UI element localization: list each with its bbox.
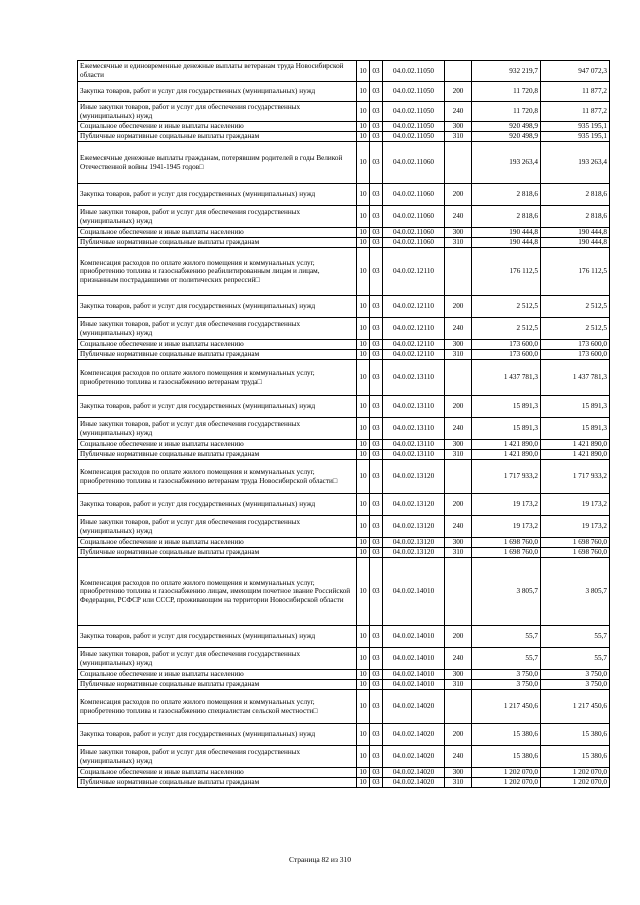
table-row (78, 680, 610, 690)
row-amount-year1-cell: 55,7 (472, 648, 541, 670)
row-name-cell: Компенсация расходов по оплате жилого помещения и коммунальных услуг, приобретению топлива и газоснабжению ветеранам труда Новосибирской области□ (78, 460, 357, 494)
row-amount-year2-cell: 1 437 781,3 (541, 360, 610, 396)
row-name-cell: Публичные нормативные социальные выплаты гражданам (78, 350, 357, 360)
row-amount-year2-cell: 15 891,3 (541, 396, 610, 418)
row-section-cell: 10 (357, 558, 370, 626)
row-amount-year2-cell: 2 818,6 (541, 206, 610, 228)
row-target-article-cell: 04.0.02.11060 (383, 184, 445, 206)
table-row (78, 142, 610, 184)
table-row (78, 538, 610, 548)
row-section-cell: 10 (357, 768, 370, 778)
table-row (78, 132, 610, 142)
table-row (78, 61, 610, 82)
table-row (78, 248, 610, 296)
row-subsection-cell: 03 (370, 248, 383, 296)
row-amount-year2-cell: 1 717 933,2 (541, 460, 610, 494)
table-row (78, 690, 610, 724)
row-subsection-cell: 03 (370, 440, 383, 450)
row-expense-type-cell: 200 (445, 494, 472, 516)
row-target-article-cell: 04.0.02.14020 (383, 768, 445, 778)
row-expense-type-cell: 200 (445, 626, 472, 648)
row-section-cell: 10 (357, 516, 370, 538)
row-target-article-cell: 04.0.02.13120 (383, 516, 445, 538)
row-name-cell: Иные закупки товаров, работ и услуг для обеспечения государственных (муниципальных) нужд (78, 648, 357, 670)
row-amount-year1-cell: 190 444,8 (472, 228, 541, 238)
row-expense-type-cell: 200 (445, 724, 472, 746)
row-section-cell: 10 (357, 238, 370, 248)
row-section-cell: 10 (357, 248, 370, 296)
row-target-article-cell: 04.0.02.13120 (383, 460, 445, 494)
row-name-cell: Закупка товаров, работ и услуг для государственных (муниципальных) нужд (78, 724, 357, 746)
row-name-cell: Компенсация расходов по оплате жилого помещения и коммунальных услуг, приобретению топлива и газоснабжению специалистам сельской местности□ (78, 690, 357, 724)
row-subsection-cell: 03 (370, 350, 383, 360)
row-subsection-cell: 03 (370, 450, 383, 460)
row-target-article-cell: 04.0.02.12110 (383, 318, 445, 340)
row-target-article-cell: 04.0.02.14020 (383, 690, 445, 724)
row-name-cell: Социальное обеспечение и иные выплаты населению (78, 670, 357, 680)
row-name-cell: Социальное обеспечение и иные выплаты населению (78, 122, 357, 132)
row-amount-year2-cell: 1 421 890,0 (541, 450, 610, 460)
row-amount-year2-cell: 1 202 070,0 (541, 768, 610, 778)
row-subsection-cell: 03 (370, 746, 383, 768)
row-section-cell: 10 (357, 360, 370, 396)
table-row (78, 350, 610, 360)
row-subsection-cell: 03 (370, 516, 383, 538)
row-expense-type-cell: 240 (445, 206, 472, 228)
row-expense-type-cell (445, 690, 472, 724)
row-amount-year1-cell: 1 698 760,0 (472, 548, 541, 558)
row-amount-year2-cell: 1 698 760,0 (541, 548, 610, 558)
row-expense-type-cell (445, 460, 472, 494)
row-expense-type-cell: 310 (445, 778, 472, 788)
row-amount-year2-cell: 935 195,1 (541, 122, 610, 132)
row-section-cell: 10 (357, 418, 370, 440)
table-row (78, 82, 610, 102)
row-amount-year1-cell: 932 219,7 (472, 61, 541, 82)
row-section-cell: 10 (357, 538, 370, 548)
row-amount-year1-cell: 2 818,6 (472, 184, 541, 206)
row-target-article-cell: 04.0.02.13110 (383, 396, 445, 418)
row-amount-year1-cell: 15 380,6 (472, 724, 541, 746)
row-name-cell: Социальное обеспечение и иные выплаты населению (78, 538, 357, 548)
row-target-article-cell: 04.0.02.11060 (383, 228, 445, 238)
row-target-article-cell: 04.0.02.11060 (383, 206, 445, 228)
row-target-article-cell: 04.0.02.11060 (383, 238, 445, 248)
table-row (78, 450, 610, 460)
row-name-cell: Закупка товаров, работ и услуг для государственных (муниципальных) нужд (78, 184, 357, 206)
row-amount-year2-cell: 935 195,1 (541, 132, 610, 142)
row-target-article-cell: 04.0.02.13120 (383, 548, 445, 558)
row-subsection-cell: 03 (370, 238, 383, 248)
row-amount-year2-cell: 2 512,5 (541, 318, 610, 340)
row-name-cell: Компенсация расходов по оплате жилого помещения и коммунальных услуг, приобретению топлива и газоснабжению реабилитированным лицам и лицам, признанным пострадавшими от политических репрессий□ (78, 248, 357, 296)
row-expense-type-cell: 300 (445, 440, 472, 450)
row-section-cell: 10 (357, 648, 370, 670)
table-row (78, 296, 610, 318)
row-name-cell: Иные закупки товаров, работ и услуг для обеспечения государственных (муниципальных) нужд (78, 318, 357, 340)
row-amount-year2-cell: 2 512,5 (541, 296, 610, 318)
row-name-cell: Социальное обеспечение и иные выплаты населению (78, 340, 357, 350)
row-expense-type-cell: 240 (445, 318, 472, 340)
row-amount-year1-cell: 1 698 760,0 (472, 538, 541, 548)
row-name-cell: Публичные нормативные социальные выплаты гражданам (78, 132, 357, 142)
row-section-cell: 10 (357, 724, 370, 746)
table-row (78, 238, 610, 248)
row-target-article-cell: 04.0.02.14010 (383, 670, 445, 680)
budget-table-body (78, 61, 610, 788)
row-name-cell: Иные закупки товаров, работ и услуг для обеспечения государственных (муниципальных) нужд (78, 418, 357, 440)
row-amount-year1-cell: 1 202 070,0 (472, 778, 541, 788)
row-subsection-cell: 03 (370, 494, 383, 516)
row-expense-type-cell: 200 (445, 296, 472, 318)
row-name-cell: Социальное обеспечение и иные выплаты населению (78, 768, 357, 778)
row-subsection-cell: 03 (370, 626, 383, 648)
table-row (78, 228, 610, 238)
row-amount-year1-cell: 173 600,0 (472, 350, 541, 360)
row-expense-type-cell: 300 (445, 670, 472, 680)
row-name-cell: Социальное обеспечение и иные выплаты населению (78, 440, 357, 450)
table-row (78, 360, 610, 396)
row-section-cell: 10 (357, 778, 370, 788)
row-amount-year2-cell: 2 818,6 (541, 184, 610, 206)
row-expense-type-cell: 310 (445, 238, 472, 248)
row-subsection-cell: 03 (370, 418, 383, 440)
row-expense-type-cell: 200 (445, 396, 472, 418)
table-row (78, 778, 610, 788)
row-name-cell: Иные закупки товаров, работ и услуг для обеспечения государственных (муниципальных) нужд (78, 102, 357, 122)
row-expense-type-cell: 310 (445, 680, 472, 690)
row-section-cell: 10 (357, 122, 370, 132)
row-amount-year2-cell: 1 217 450,6 (541, 690, 610, 724)
row-amount-year1-cell: 193 263,4 (472, 142, 541, 184)
table-row (78, 340, 610, 350)
row-subsection-cell: 03 (370, 318, 383, 340)
row-section-cell: 10 (357, 350, 370, 360)
row-expense-type-cell: 300 (445, 768, 472, 778)
document-page (77, 60, 609, 788)
row-amount-year1-cell: 11 720,8 (472, 102, 541, 122)
row-target-article-cell: 04.0.02.12110 (383, 296, 445, 318)
row-expense-type-cell: 300 (445, 538, 472, 548)
row-amount-year2-cell: 11 877,2 (541, 82, 610, 102)
row-subsection-cell: 03 (370, 184, 383, 206)
row-section-cell: 10 (357, 670, 370, 680)
row-expense-type-cell (445, 558, 472, 626)
row-subsection-cell: 03 (370, 82, 383, 102)
row-name-cell: Публичные нормативные социальные выплаты гражданам (78, 450, 357, 460)
row-expense-type-cell: 300 (445, 340, 472, 350)
row-section-cell: 10 (357, 228, 370, 238)
row-section-cell: 10 (357, 626, 370, 648)
row-subsection-cell: 03 (370, 296, 383, 318)
row-amount-year1-cell: 176 112,5 (472, 248, 541, 296)
table-row (78, 494, 610, 516)
row-target-article-cell: 04.0.02.14010 (383, 680, 445, 690)
table-row (78, 626, 610, 648)
row-subsection-cell: 03 (370, 132, 383, 142)
row-expense-type-cell: 240 (445, 648, 472, 670)
row-amount-year2-cell: 19 173,2 (541, 494, 610, 516)
row-section-cell: 10 (357, 206, 370, 228)
row-amount-year1-cell: 15 891,3 (472, 418, 541, 440)
row-subsection-cell: 03 (370, 228, 383, 238)
row-target-article-cell: 04.0.02.13110 (383, 450, 445, 460)
row-subsection-cell: 03 (370, 460, 383, 494)
row-amount-year1-cell: 920 498,9 (472, 132, 541, 142)
row-amount-year1-cell: 3 805,7 (472, 558, 541, 626)
row-name-cell: Ежемесячные и единовременные денежные выплаты ветеранам труда Новосибирской области (78, 61, 357, 82)
row-amount-year1-cell: 2 818,6 (472, 206, 541, 228)
row-section-cell: 10 (357, 690, 370, 724)
row-expense-type-cell: 240 (445, 516, 472, 538)
row-amount-year2-cell: 190 444,8 (541, 228, 610, 238)
row-amount-year2-cell: 19 173,2 (541, 516, 610, 538)
row-subsection-cell: 03 (370, 548, 383, 558)
table-row (78, 460, 610, 494)
table-row (78, 670, 610, 680)
row-target-article-cell: 04.0.02.11060 (383, 142, 445, 184)
row-subsection-cell: 03 (370, 61, 383, 82)
row-amount-year2-cell: 55,7 (541, 648, 610, 670)
row-name-cell: Закупка товаров, работ и услуг для государственных (муниципальных) нужд (78, 626, 357, 648)
row-amount-year1-cell: 55,7 (472, 626, 541, 648)
row-name-cell: Иные закупки товаров, работ и услуг для обеспечения государственных (муниципальных) нужд (78, 746, 357, 768)
table-row (78, 206, 610, 228)
row-expense-type-cell (445, 142, 472, 184)
table-row (78, 648, 610, 670)
row-target-article-cell: 04.0.02.12110 (383, 350, 445, 360)
table-row (78, 102, 610, 122)
row-subsection-cell: 03 (370, 768, 383, 778)
row-section-cell: 10 (357, 132, 370, 142)
row-target-article-cell: 04.0.02.11050 (383, 122, 445, 132)
row-section-cell: 10 (357, 318, 370, 340)
row-expense-type-cell: 300 (445, 122, 472, 132)
row-amount-year2-cell: 15 380,6 (541, 746, 610, 768)
row-target-article-cell: 04.0.02.14020 (383, 746, 445, 768)
row-subsection-cell: 03 (370, 122, 383, 132)
row-amount-year2-cell: 1 698 760,0 (541, 538, 610, 548)
row-subsection-cell: 03 (370, 778, 383, 788)
row-amount-year2-cell: 190 444,8 (541, 238, 610, 248)
row-amount-year1-cell: 2 512,5 (472, 318, 541, 340)
row-name-cell: Иные закупки товаров, работ и услуг для обеспечения государственных (муниципальных) нужд (78, 206, 357, 228)
row-target-article-cell: 04.0.02.11050 (383, 102, 445, 122)
row-name-cell: Закупка товаров, работ и услуг для государственных (муниципальных) нужд (78, 296, 357, 318)
row-amount-year2-cell: 1 202 070,0 (541, 778, 610, 788)
row-name-cell: Публичные нормативные социальные выплаты гражданам (78, 680, 357, 690)
row-section-cell: 10 (357, 460, 370, 494)
row-amount-year1-cell: 2 512,5 (472, 296, 541, 318)
row-name-cell: Закупка товаров, работ и услуг для государственных (муниципальных) нужд (78, 396, 357, 418)
row-amount-year1-cell: 1 421 890,0 (472, 440, 541, 450)
row-amount-year2-cell: 15 891,3 (541, 418, 610, 440)
row-expense-type-cell: 310 (445, 548, 472, 558)
row-expense-type-cell: 200 (445, 184, 472, 206)
row-section-cell: 10 (357, 450, 370, 460)
table-row (78, 318, 610, 340)
row-target-article-cell: 04.0.02.14010 (383, 648, 445, 670)
row-target-article-cell: 04.0.02.13120 (383, 494, 445, 516)
table-row (78, 724, 610, 746)
row-amount-year1-cell: 1 421 890,0 (472, 450, 541, 460)
table-row (78, 184, 610, 206)
row-amount-year1-cell: 3 750,0 (472, 680, 541, 690)
row-section-cell: 10 (357, 296, 370, 318)
row-target-article-cell: 04.0.02.11050 (383, 82, 445, 102)
row-amount-year2-cell: 11 877,2 (541, 102, 610, 122)
table-row (78, 558, 610, 626)
table-row (78, 122, 610, 132)
row-amount-year1-cell: 190 444,8 (472, 238, 541, 248)
row-amount-year1-cell: 1 437 781,3 (472, 360, 541, 396)
row-section-cell: 10 (357, 548, 370, 558)
row-amount-year2-cell: 193 263,4 (541, 142, 610, 184)
row-section-cell: 10 (357, 396, 370, 418)
row-name-cell: Иные закупки товаров, работ и услуг для обеспечения государственных (муниципальных) нужд (78, 516, 357, 538)
row-target-article-cell: 04.0.02.11050 (383, 132, 445, 142)
row-expense-type-cell (445, 360, 472, 396)
row-section-cell: 10 (357, 102, 370, 122)
table-row (78, 768, 610, 778)
row-expense-type-cell: 240 (445, 746, 472, 768)
table-row (78, 396, 610, 418)
row-name-cell: Закупка товаров, работ и услуг для государственных (муниципальных) нужд (78, 82, 357, 102)
row-section-cell: 10 (357, 184, 370, 206)
row-target-article-cell: 04.0.02.13110 (383, 360, 445, 396)
row-amount-year1-cell: 15 891,3 (472, 396, 541, 418)
row-subsection-cell: 03 (370, 340, 383, 350)
row-section-cell: 10 (357, 494, 370, 516)
row-amount-year2-cell: 55,7 (541, 626, 610, 648)
table-row (78, 440, 610, 450)
row-amount-year2-cell: 3 805,7 (541, 558, 610, 626)
row-target-article-cell: 04.0.02.14020 (383, 778, 445, 788)
row-expense-type-cell: 310 (445, 132, 472, 142)
row-section-cell: 10 (357, 440, 370, 450)
row-expense-type-cell: 240 (445, 418, 472, 440)
row-amount-year1-cell: 173 600,0 (472, 340, 541, 350)
row-amount-year2-cell: 947 072,3 (541, 61, 610, 82)
row-amount-year2-cell: 15 380,6 (541, 724, 610, 746)
row-target-article-cell: 04.0.02.12110 (383, 248, 445, 296)
row-expense-type-cell: 240 (445, 102, 472, 122)
table-row (78, 746, 610, 768)
row-subsection-cell: 03 (370, 680, 383, 690)
row-amount-year1-cell: 15 380,6 (472, 746, 541, 768)
row-amount-year1-cell: 920 498,9 (472, 122, 541, 132)
row-name-cell: Социальное обеспечение и иные выплаты населению (78, 228, 357, 238)
row-name-cell: Компенсация расходов по оплате жилого помещения и коммунальных услуг, приобретению топлива и газоснабжению лицам, имеющим почетное звание Российской Федерации, РСФСР или СССР, проживающим на территории Новосибирской области (78, 558, 357, 626)
row-amount-year2-cell: 1 421 890,0 (541, 440, 610, 450)
row-expense-type-cell: 300 (445, 228, 472, 238)
row-subsection-cell: 03 (370, 648, 383, 670)
table-row (78, 548, 610, 558)
row-name-cell: Ежемесячные денежные выплаты гражданам, потерявшим родителей в годы Великой Отечественной войны 1941-1945 годов□ (78, 142, 357, 184)
row-expense-type-cell (445, 248, 472, 296)
budget-table (77, 60, 610, 788)
row-subsection-cell: 03 (370, 142, 383, 184)
row-name-cell: Публичные нормативные социальные выплаты гражданам (78, 778, 357, 788)
row-subsection-cell: 03 (370, 538, 383, 548)
row-target-article-cell: 04.0.02.13110 (383, 418, 445, 440)
row-amount-year1-cell: 1 202 070,0 (472, 768, 541, 778)
row-target-article-cell: 04.0.02.13120 (383, 538, 445, 548)
row-subsection-cell: 03 (370, 206, 383, 228)
row-name-cell: Публичные нормативные социальные выплаты гражданам (78, 238, 357, 248)
row-subsection-cell: 03 (370, 396, 383, 418)
row-amount-year1-cell: 1 717 933,2 (472, 460, 541, 494)
row-section-cell: 10 (357, 82, 370, 102)
row-target-article-cell: 04.0.02.14020 (383, 724, 445, 746)
row-subsection-cell: 03 (370, 102, 383, 122)
row-expense-type-cell: 200 (445, 82, 472, 102)
row-amount-year2-cell: 176 112,5 (541, 248, 610, 296)
row-target-article-cell: 04.0.02.12110 (383, 340, 445, 350)
row-expense-type-cell (445, 61, 472, 82)
row-subsection-cell: 03 (370, 558, 383, 626)
row-amount-year1-cell: 19 173,2 (472, 516, 541, 538)
row-expense-type-cell: 310 (445, 350, 472, 360)
table-row (78, 418, 610, 440)
row-target-article-cell: 04.0.02.14010 (383, 626, 445, 648)
table-row (78, 516, 610, 538)
row-amount-year2-cell: 173 600,0 (541, 350, 610, 360)
row-name-cell: Публичные нормативные социальные выплаты гражданам (78, 548, 357, 558)
row-section-cell: 10 (357, 680, 370, 690)
row-amount-year2-cell: 3 750,0 (541, 680, 610, 690)
page-footer: Страница 82 из 310 (288, 855, 352, 864)
row-target-article-cell: 04.0.02.14010 (383, 558, 445, 626)
row-name-cell: Компенсация расходов по оплате жилого помещения и коммунальных услуг, приобретению топлива и газоснабжению ветеранам труда□ (78, 360, 357, 396)
row-subsection-cell: 03 (370, 724, 383, 746)
row-subsection-cell: 03 (370, 360, 383, 396)
row-target-article-cell: 04.0.02.11050 (383, 61, 445, 82)
row-amount-year2-cell: 173 600,0 (541, 340, 610, 350)
row-amount-year1-cell: 3 750,0 (472, 670, 541, 680)
row-amount-year2-cell: 3 750,0 (541, 670, 610, 680)
row-section-cell: 10 (357, 142, 370, 184)
row-section-cell: 10 (357, 746, 370, 768)
row-section-cell: 10 (357, 340, 370, 350)
row-subsection-cell: 03 (370, 670, 383, 680)
row-subsection-cell: 03 (370, 690, 383, 724)
row-amount-year1-cell: 1 217 450,6 (472, 690, 541, 724)
row-section-cell: 10 (357, 61, 370, 82)
row-amount-year1-cell: 11 720,8 (472, 82, 541, 102)
row-target-article-cell: 04.0.02.13110 (383, 440, 445, 450)
row-expense-type-cell: 310 (445, 450, 472, 460)
row-name-cell: Закупка товаров, работ и услуг для государственных (муниципальных) нужд (78, 494, 357, 516)
row-amount-year1-cell: 19 173,2 (472, 494, 541, 516)
